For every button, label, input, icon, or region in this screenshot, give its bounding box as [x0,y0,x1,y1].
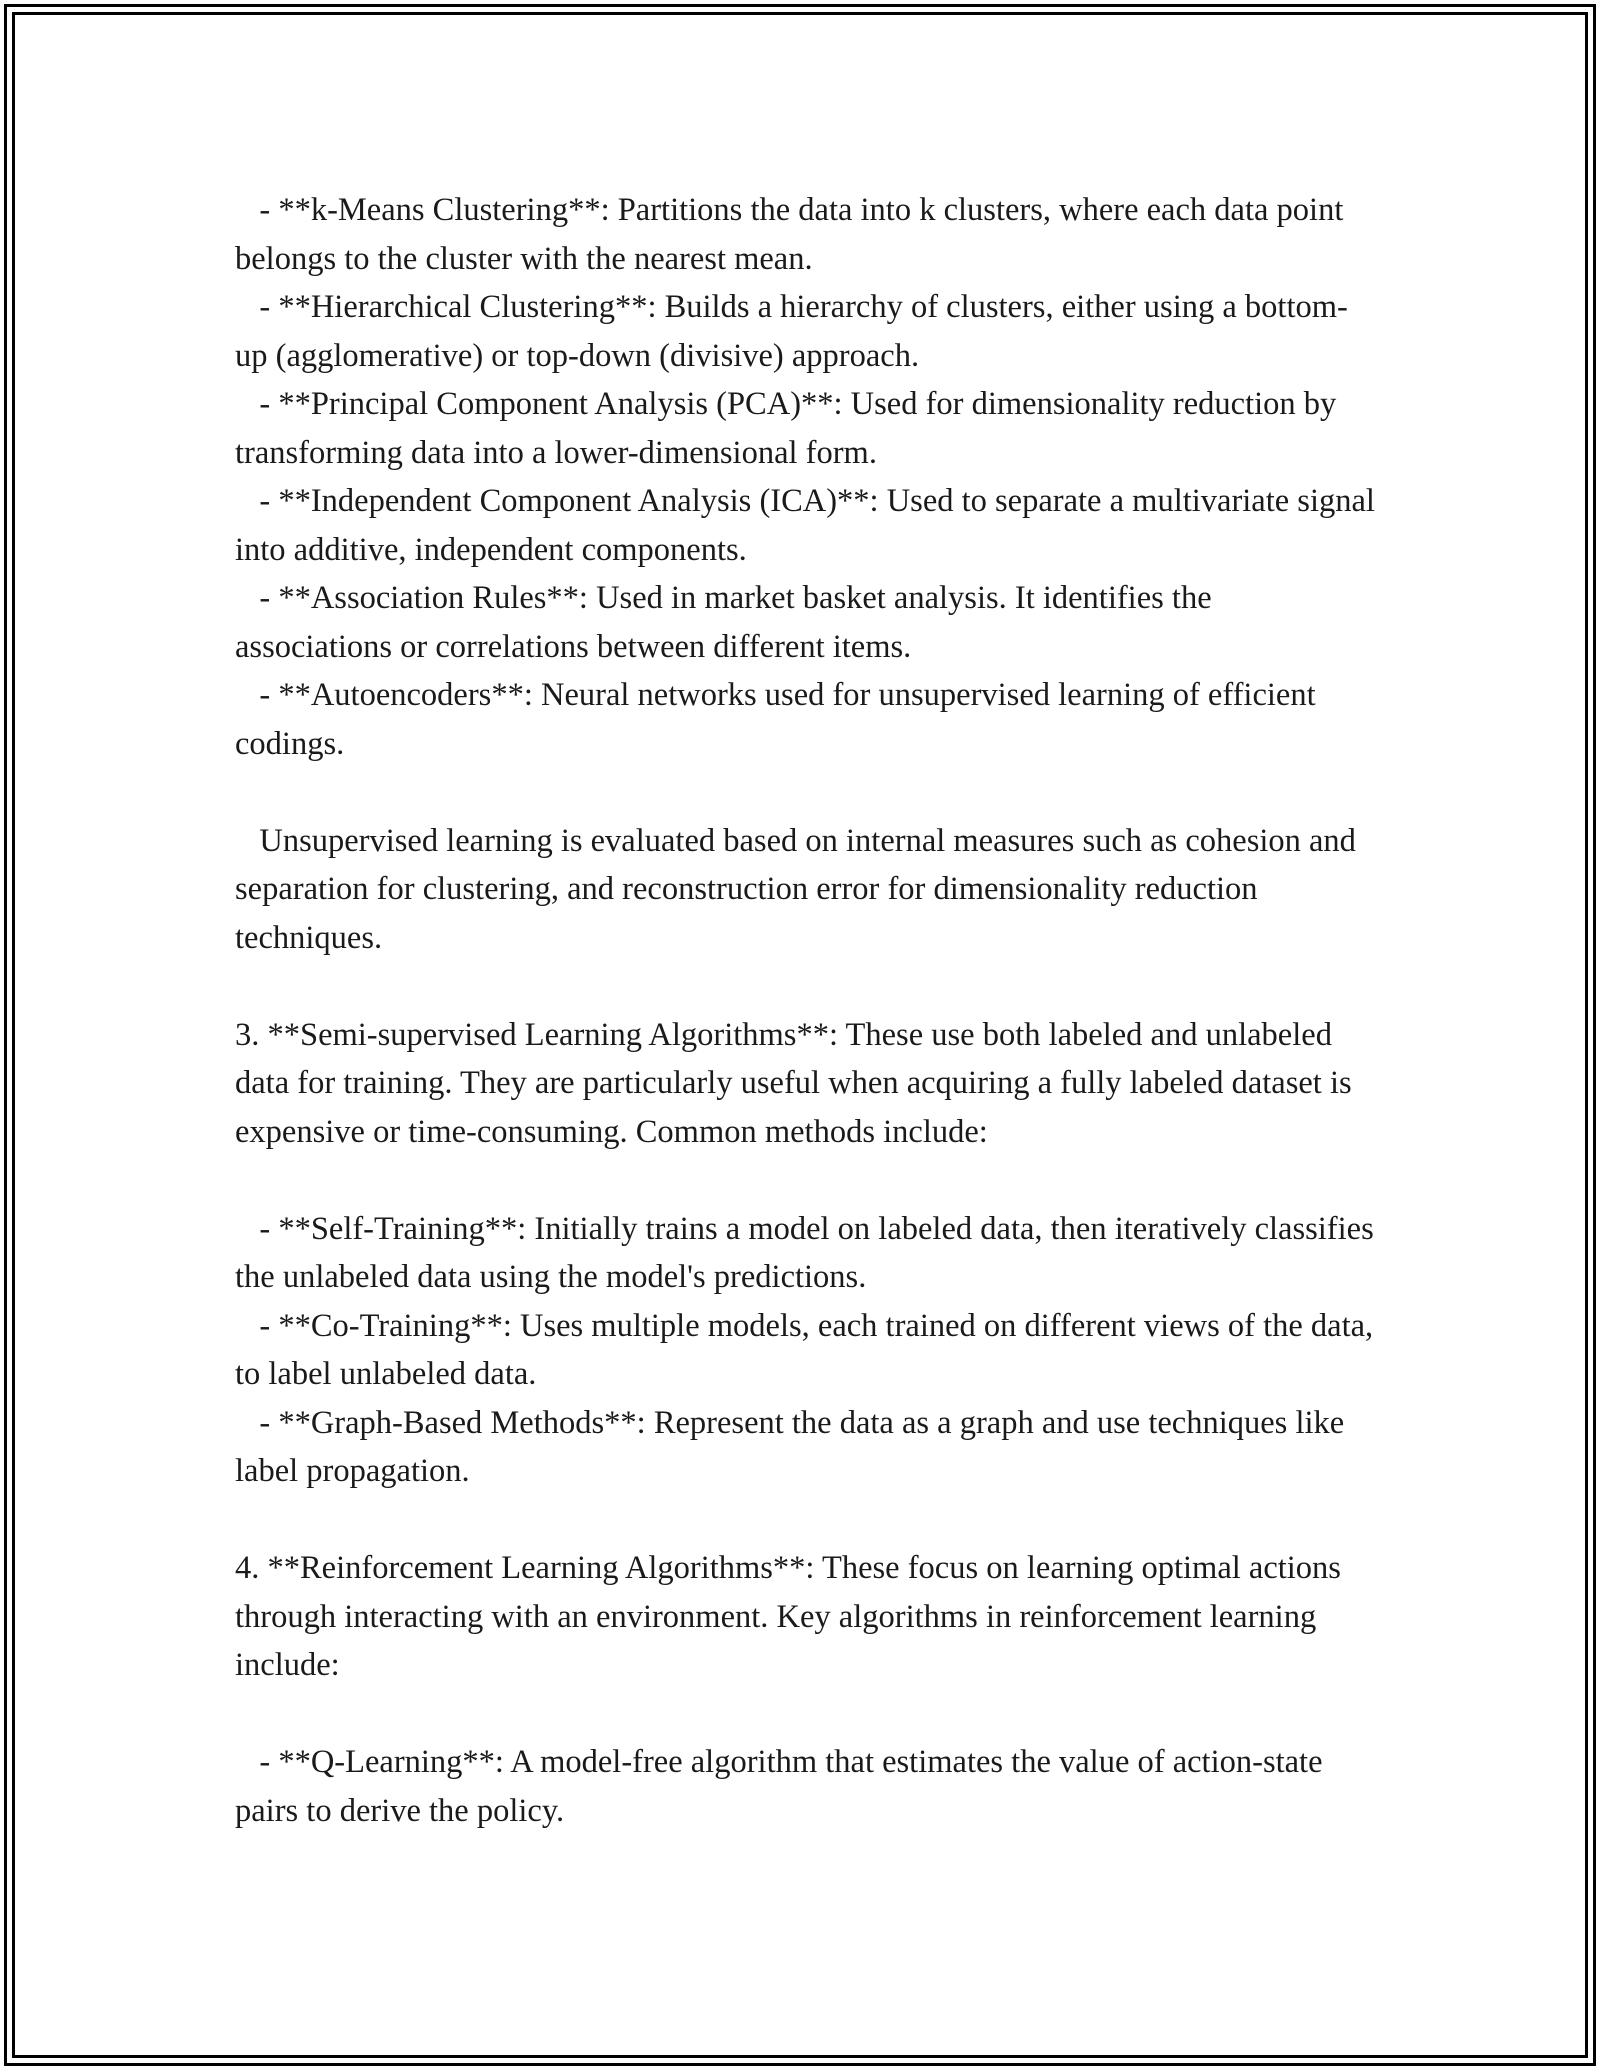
blank-line [235,1156,1375,1205]
document-body [235,186,1384,1835]
paragraph: Unsupervised learning is evaluated based on internal measures such as cohesion and separation for clustering, and reconstruction error for dimensionality reduction techniques. [235,822,1365,956]
paragraph: - **Autoencoders**: Neural networks used for unsupervised learning of efficient codings. [235,677,1324,762]
paragraph: - **Association Rules**: Used in market basket analysis. It identifies the associations or correlations between different items. [235,580,1220,665]
paragraph: - **Independent Component Analysis (ICA)**: Used to separate a multivariate signal into additive, independent components. [235,483,1384,568]
paragraph: 3. **Semi-supervised Learning Algorithms**: These use both labeled and unlabeled data for training. They are particularly useful when acquiring a fully labeled dataset is expensive or time-consuming. Common methods include: [235,1016,1360,1150]
blank-line [235,962,1375,1011]
paragraph: 4. **Reinforcement Learning Algorithms**: These focus on learning optimal actions through interacting with an environment. Key algorithms in reinforcement learning include: [235,1550,1350,1683]
paragraph: - **Self-Training**: Initially trains a model on labeled data, then iteratively classifies the unlabeled data using the model's predictions. [235,1210,1382,1295]
paragraph: - **Principal Component Analysis (PCA)**: Used for dimensionality reduction by transforming data into a lower-dimensional form. [235,386,1345,471]
blank-line [235,1496,1375,1545]
paragraph: - **Co-Training**: Uses multiple models, each trained on different views of the data, to label unlabeled data. [235,1307,1382,1392]
paragraph: - **Hierarchical Clustering**: Builds a hierarchy of clusters, either using a bottom-up (agglomerative) or top-down (divisive) approach. [235,289,1348,374]
paragraph: - **Q-Learning**: A model-free algorithm that estimates the value of action-state pairs to derive the policy. [235,1744,1331,1829]
paragraph: - **k-Means Clustering**: Partitions the data into k clusters, where each data point belongs to the cluster with the nearest mean. [235,192,1352,277]
blank-line [235,1690,1375,1739]
blank-line [235,768,1375,817]
paragraph: - **Graph-Based Methods**: Represent the data as a graph and use techniques like label propagation. [235,1404,1353,1489]
